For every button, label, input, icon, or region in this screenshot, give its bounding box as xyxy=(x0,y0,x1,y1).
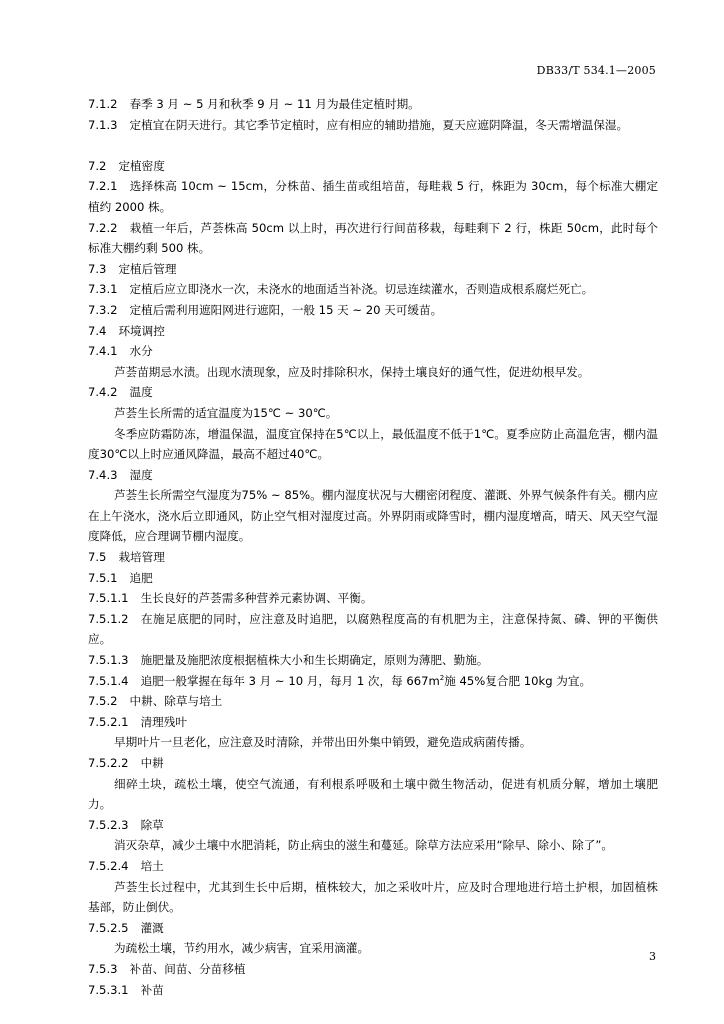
paragraph-irrigation: 为疏松土壤，节约用水，减少病害，宜采用滴灌。 xyxy=(114,941,370,956)
heading-7-5-3: 7.5.3 补苗、间苗、分苗移植 xyxy=(88,961,246,976)
heading-7-3: 7.3 定植后管理 xyxy=(88,261,177,276)
heading-7-5-2-2: 7.5.2.2 中耕 xyxy=(88,756,164,771)
paragraph-cultivation: 细碎土块，疏松土壤，使空气流通，有利根系呼吸和土壤中微生物活动，促进有机质分解，增加土壤肥力。 xyxy=(88,776,658,812)
heading-7-5-2-3: 7.5.2.3 除草 xyxy=(88,817,164,832)
paragraph-weeding: 消灭杂草，减少土壤中水肥消耗，防止病虫的滋生和蔓延。除草方法应采用“除早、除小、除了”。 xyxy=(114,838,613,853)
heading-7-2: 7.2 定植密度 xyxy=(88,158,165,173)
clause-7-2-1: 7.2.1 选择株高 10cm ~ 15cm，分株苗、插生苗或组培苗，每畦栽 5 行，株距为 30cm，每个标准大棚定植约 2000 株。 xyxy=(88,179,658,214)
clause-7-2-2: 7.2.2 栽植一年后，芦荟株高 50cm 以上时，再次进行行间苗移栽，每畦剩下 2 行，株距 50cm，此时每个标准大棚约剩 500 株。 xyxy=(88,220,658,256)
paragraph-temperature-control: 冬季应防霜防冻，增温保温，温度宜保持在5℃以上，最低温度不低于1℃。夏季应防止高温危害，棚内温度30℃以上时应通风降温，最高不超过40℃。 xyxy=(88,426,658,462)
heading-7-5-2-5: 7.5.2.5 灌溉 xyxy=(88,920,164,935)
document-body xyxy=(88,94,658,1000)
clause-7-5-1-3: 7.5.1.3 施肥量及施肥浓度根据植株大小和生长期确定，原则为薄肥、勤施。 xyxy=(88,653,489,668)
clause-7-1-2: 7.1.2 春季 3 月 ~ 5 月和秋季 9 月 ~ 11 月为最佳定植时期。 xyxy=(88,97,420,111)
paragraph-temperature-range: 芦荟生长所需的适宜温度为15℃ ~ 30℃。 xyxy=(114,405,338,420)
clause-7-1-3: 7.1.3 定植宜在阴天进行。其它季节定植时，应有相应的辅助措施，夏天应遮阴降温，冬天需增温保湿。 xyxy=(88,117,629,132)
heading-7-5-3-1: 7.5.3.1 补苗 xyxy=(88,982,164,997)
clause-7-5-1-4: 7.5.1.4 追肥一般掌握在每年 3 月 ~ 10 月，每月 1 次，每 $667m^2$施 45%复合肥 10kg 为宜。 xyxy=(88,673,592,688)
document-id-header: DB33/T 534.1—2005 xyxy=(536,64,656,77)
clause-7-3-2: 7.3.2 定植后需利用遮阳网进行遮阳，一般 15 天 ~ 20 天可缓苗。 xyxy=(88,302,443,317)
clause-7-5-1-2: 7.5.1.2 在施足底肥的同时，应注意及时追肥，以腐熟程度高的有机肥为主，注意保持氮、磷、钾的平衡供应。 xyxy=(88,611,658,647)
heading-7-4-1: 7.4.1 水分 xyxy=(88,344,153,359)
heading-7-5-2-1: 7.5.2.1 清理残叶 xyxy=(88,714,187,729)
heading-7-5-1: 7.5.1 追肥 xyxy=(88,570,153,585)
heading-7-5-2-4: 7.5.2.4 培土 xyxy=(88,858,164,873)
paragraph-water: 芦荟苗期忌水渍。出现水渍现象，应及时排除积水，保持土壤良好的通气性，促进幼根早发。 xyxy=(114,364,590,379)
paragraph-earthing-up: 芦荟生长过程中，尤其到生长中后期，植株较大，加之采收叶片，应及时合理地进行培土护根，加固植株基部，防止倒伏。 xyxy=(88,879,658,915)
heading-7-4-3: 7.4.3 湿度 xyxy=(88,467,153,482)
heading-7-4-2: 7.4.2 温度 xyxy=(88,385,153,400)
paragraph-clear-leaves: 早期叶片一旦老化，应注意及时清除，并带出田外集中销毁，避免造成病菌传播。 xyxy=(114,735,532,750)
heading-7-5-2: 7.5.2 中耕、除草与培土 xyxy=(88,694,223,709)
heading-7-5: 7.5 栽培管理 xyxy=(88,550,165,565)
clause-7-5-1-1: 7.5.1.1 生长良好的芦荟需多种营养元素协调、平衡。 xyxy=(88,591,373,606)
page-number: 3 xyxy=(649,950,656,963)
clause-7-3-1: 7.3.1 定植后应立即浇水一次，未浇水的地面适当补浇。切忌连续灌水，否则造成根系腐烂死亡。 xyxy=(88,282,594,297)
paragraph-humidity: 芦荟生长所需空气湿度为75% ~ 85%。棚内湿度状况与大棚密闭程度、灌溉、外界气候条件有关。棚内应在上午浇水，浇水后立即通风，防止空气相对湿度过高。外界阴雨或降雪时，棚内湿度增高，晴天、风天空气湿度降低，应合理调节棚内湿度。 xyxy=(88,488,658,544)
heading-7-4: 7.4 环境调控 xyxy=(88,323,165,338)
